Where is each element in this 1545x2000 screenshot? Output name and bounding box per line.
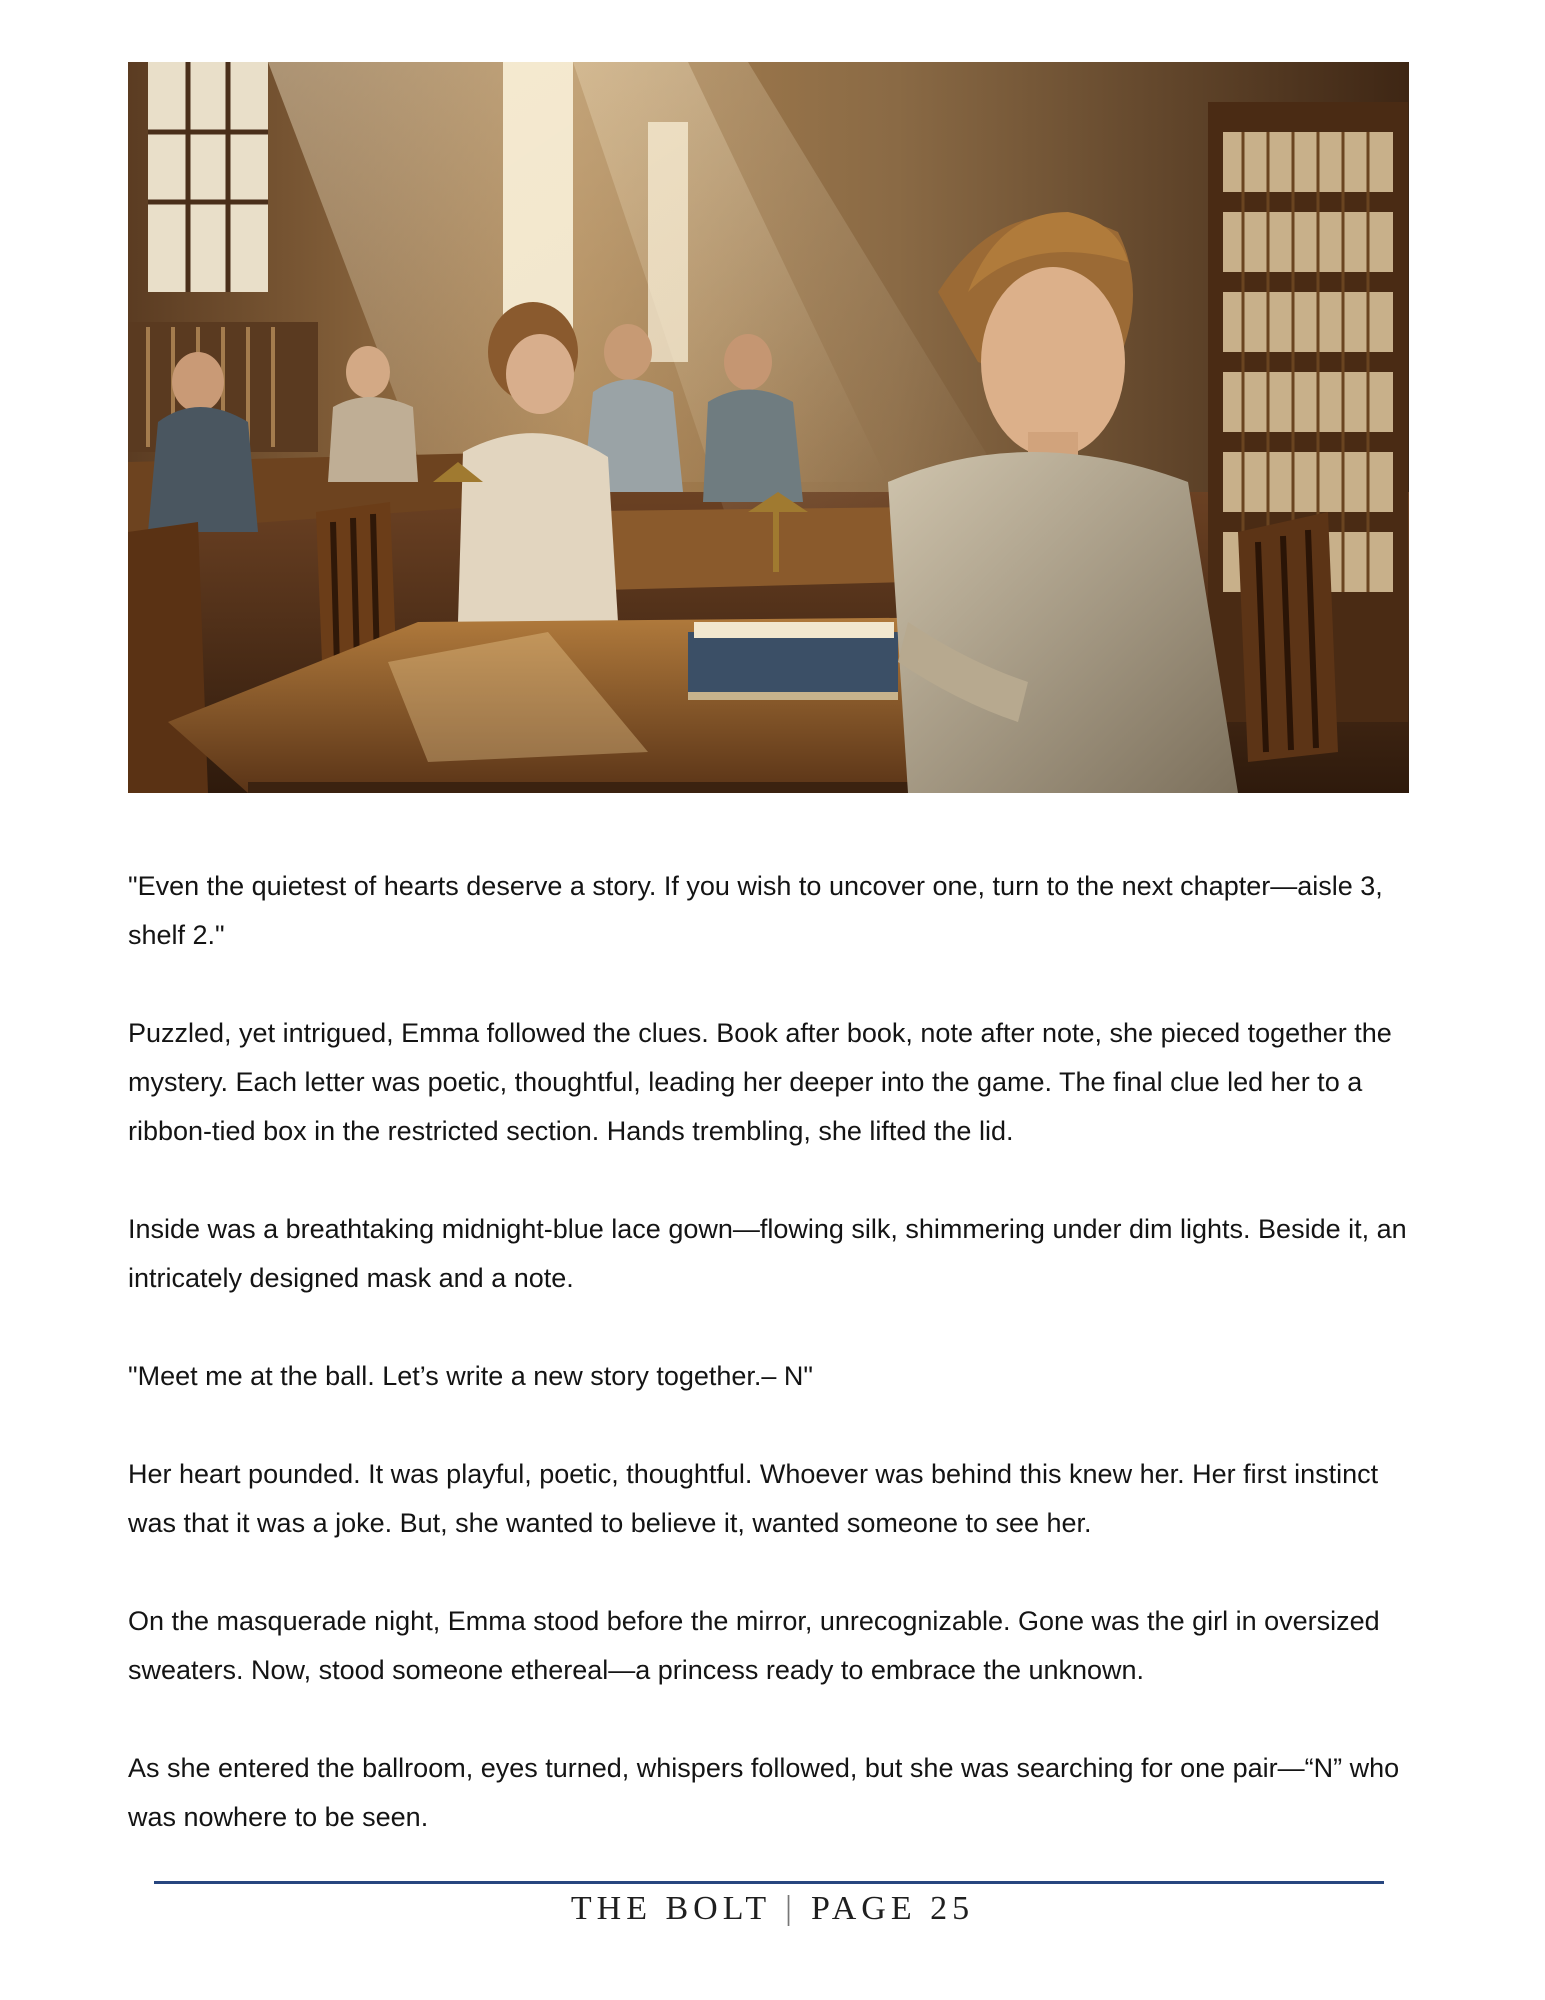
story-paragraph-3: Inside was a breathtaking midnight-blue lace gown—flowing silk, shimmering under dim lights. Beside it, an intricately designed mask and a note. [128,1214,1407,1293]
story-paragraph-6: On the masquerade night, Emma stood before the mirror, unrecognizable. Gone was the girl in oversized sweaters. Now, stood someone ethereal—a princess ready to embrace the unknown. [128,1606,1380,1685]
library-illustration [128,62,1409,793]
story-paragraph-7: As she entered the ballroom, eyes turned, whispers followed, but she was searching for one pair—“N” who was nowhere to be seen. [128,1753,1400,1832]
story-body [128,862,1419,1891]
story-paragraph-4: "Meet me at the ball. Let’s write a new story together.– N" [128,1361,814,1391]
page-number-label: PAGE 25 [810,1890,975,1927]
footer-divider [154,1881,1384,1884]
page-footer [0,1890,1545,1928]
story-paragraph-1: "Even the quietest of hearts deserve a story. If you wish to uncover one, turn to the next chapter—aisle 3, shelf 2." [128,871,1383,950]
story-paragraph-2: Puzzled, yet intrigued, Emma followed the clues. Book after book, note after note, she pieced together the mystery. Each letter was poetic, thoughtful, leading her deeper into the game. The final clue led her to a ribbon-tied box in the restricted section. Hands trembling, she lifted the lid. [128,1018,1392,1146]
library-scene-graphic [128,62,1409,793]
publication-name: THE BOLT [570,1890,772,1927]
footer-separator: | [785,1890,797,1927]
story-paragraph-5: Her heart pounded. It was playful, poetic, thoughtful. Whoever was behind this knew her. Her first instinct was that it was a joke. But, she wanted to believe it, wanted someone to see her. [128,1459,1379,1538]
